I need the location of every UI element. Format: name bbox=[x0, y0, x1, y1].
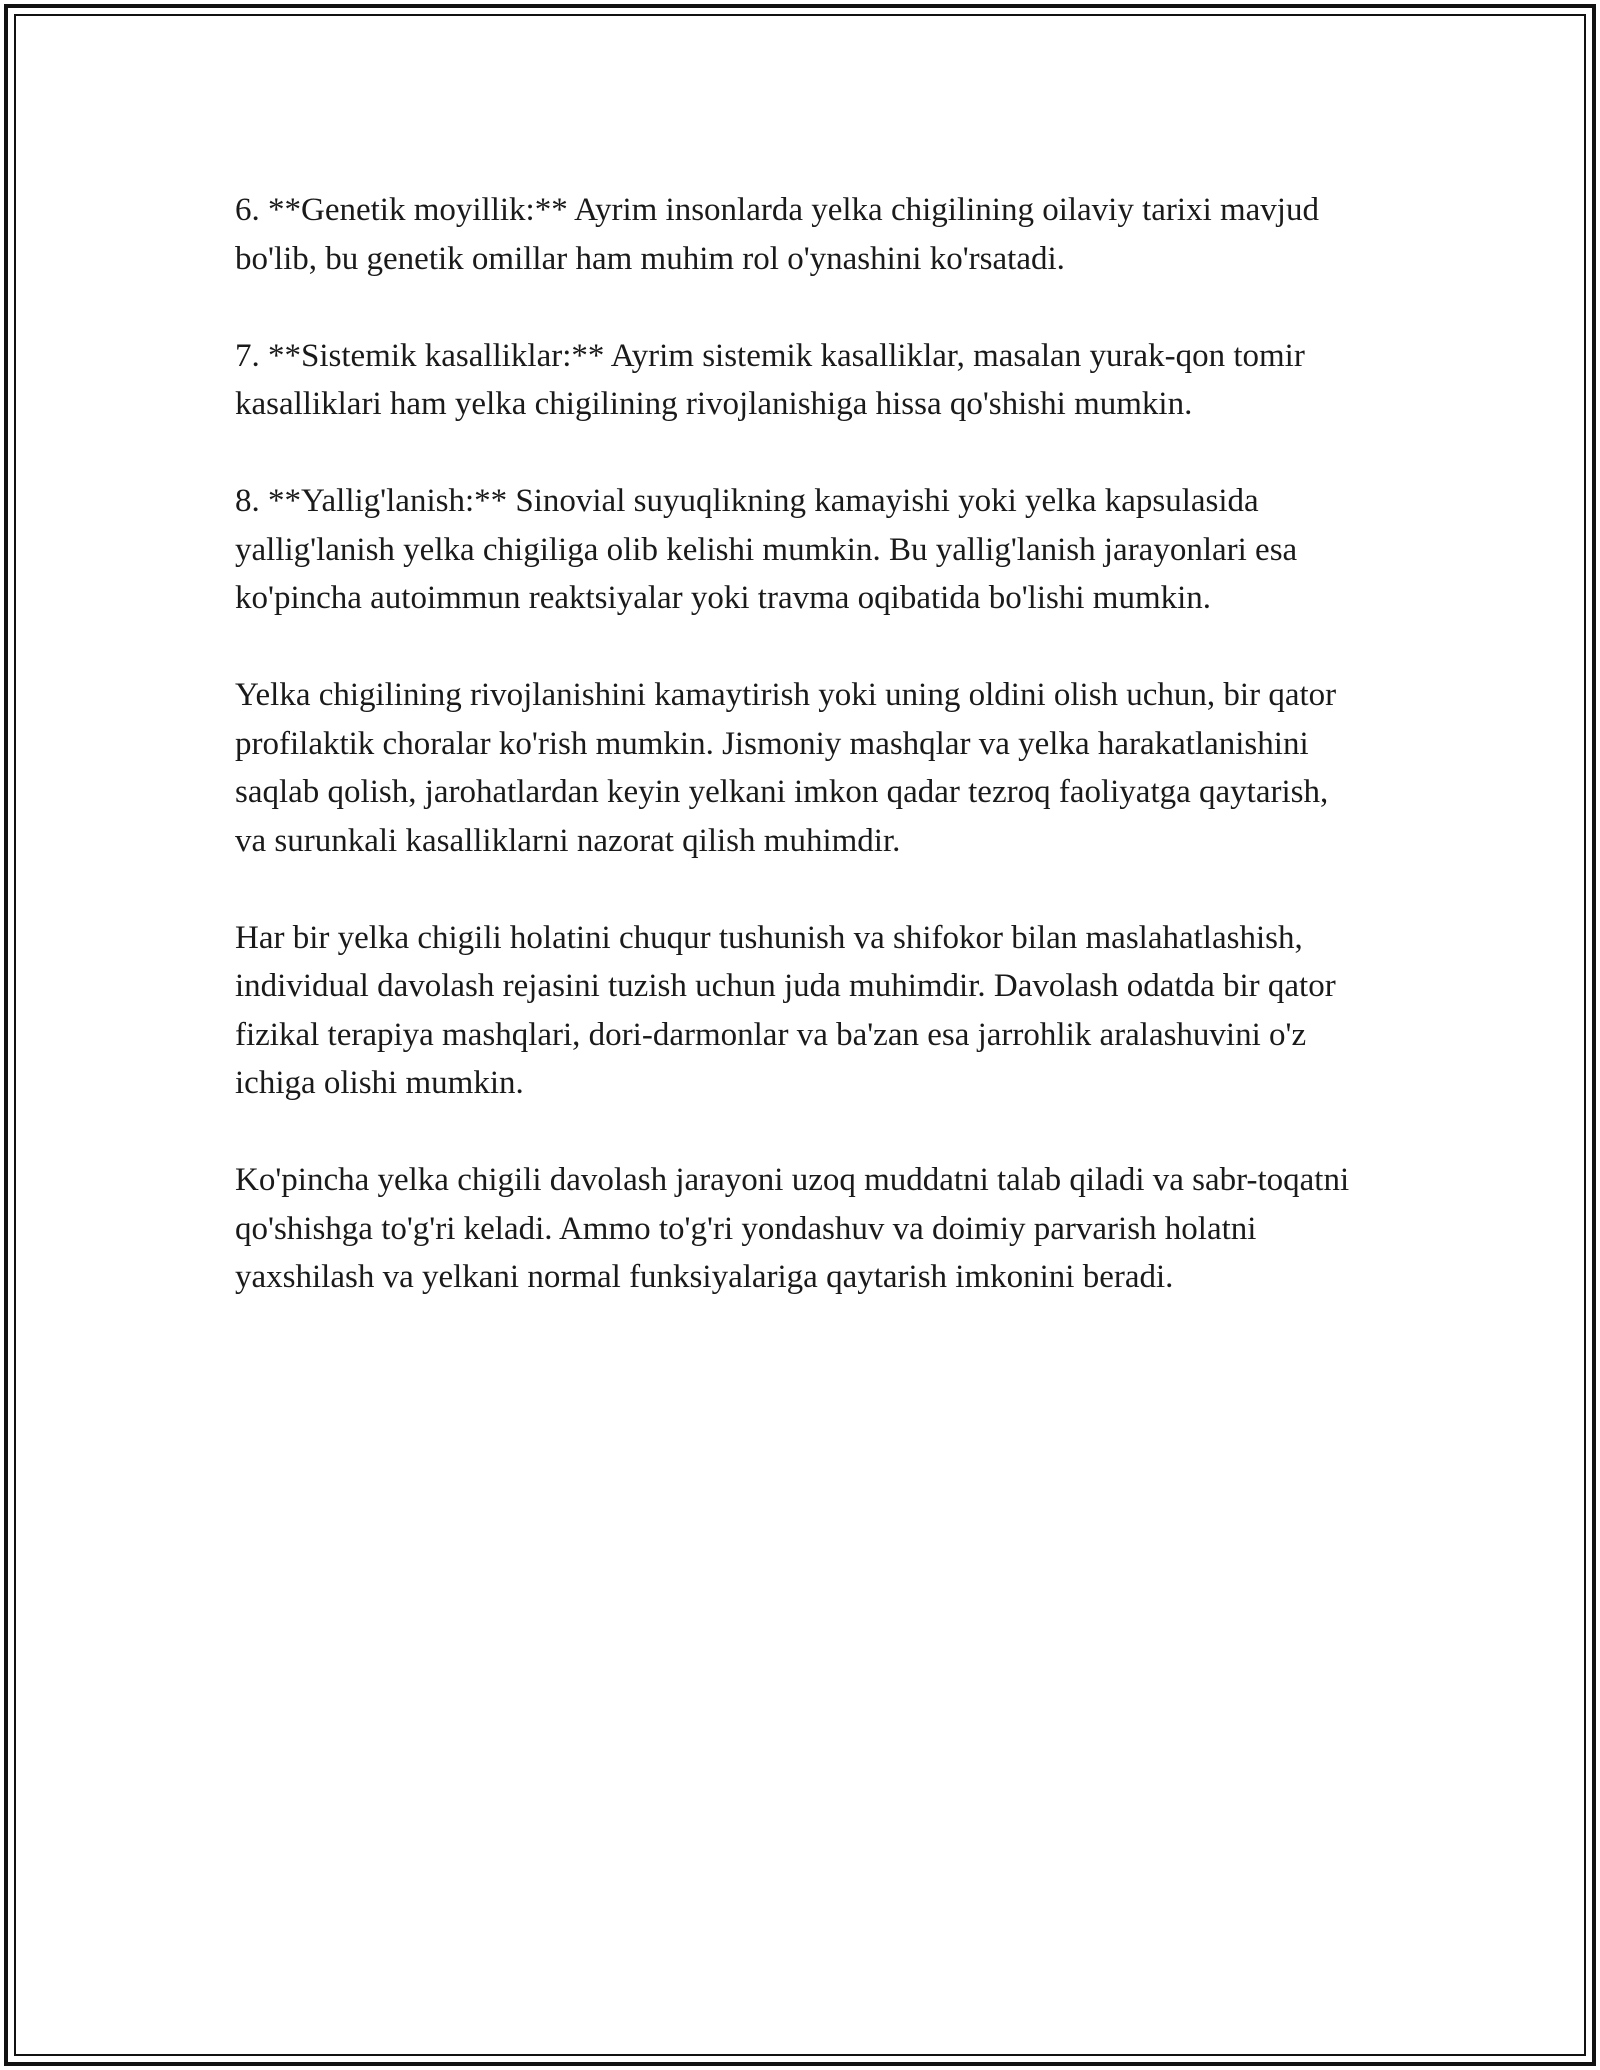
paragraph-consultation: Har bir yelka chigili holatini chuqur tushunish va shifokor bilan maslahatlashish, individual davolash rejasini tuzish uchun juda muhimdir. Davolash odatda bir qator fizikal terapiya mashqlari, dori-darmonlar va ba'zan esa jarrohlik aralashuvini o'z ichiga olishi mumkin. bbox=[235, 919, 1336, 1101]
paragraph-systemic-diseases: 7. **Sistemik kasalliklar:** Ayrim sistemik kasalliklar, masalan yurak-qon tomir kasalliklari ham yelka chigilining rivojlanishiga hissa qo'shishi mumkin. bbox=[235, 337, 1305, 422]
paragraph-genetic-predisposition: 6. **Genetik moyillik:** Ayrim insonlarda yelka chigilining oilaviy tarixi mavjud bo'lib, bu genetik omillar ham muhim rol o'ynashini ko'rsatadi. bbox=[235, 192, 1319, 277]
paragraph-inflammation: 8. **Yallig'lanish:** Sinovial suyuqlikning kamayishi yoki yelka kapsulasida yallig'lanish yelka chigiliga olib kelishi mumkin. Bu yallig'lanish jarayonlari esa ko'pincha autoimmun reaktsiyalar yoki travma oqibatida bo'lishi mumkin. bbox=[235, 483, 1298, 616]
paragraph-prevention: Yelka chigilining rivojlanishini kamaytirish yoki uning oldini olish uchun, bir qator profilaktik choralar ko'rish mumkin. Jismoniy mashqlar va yelka harakatlanishini saqlab qolish, jarohatlardan keyin yelkani imkon qadar tezroq faoliyatga qaytarish, va surunkali kasalliklarni nazorat qilish muhimdir. bbox=[235, 677, 1337, 859]
document-body bbox=[235, 186, 1365, 1350]
paragraph-treatment-duration: Ko'pincha yelka chigili davolash jarayoni uzoq muddatni talab qiladi va sabr-toqatni qo'shishga to'g'ri keladi. Ammo to'g'ri yondashuv va doimiy parvarish holatni yaxshilash va yelkani normal funksiyalariga qaytarish imkonini beradi. bbox=[235, 1162, 1350, 1295]
